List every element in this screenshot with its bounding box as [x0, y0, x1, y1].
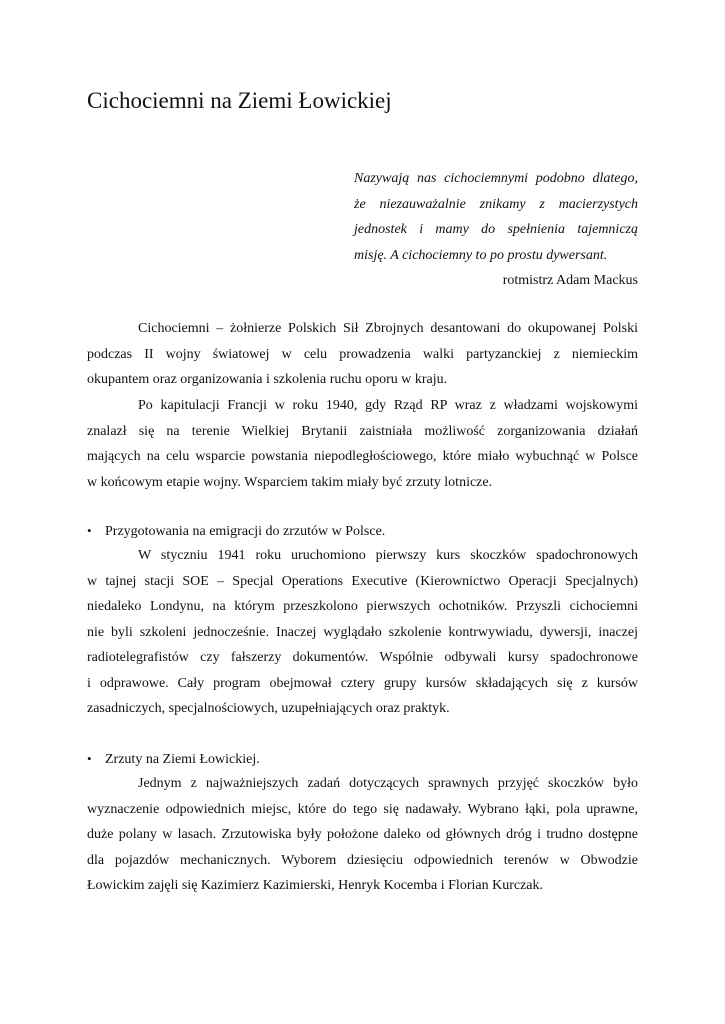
bullet-icon: • — [87, 523, 92, 538]
intro-paragraph-2 — [87, 393, 638, 495]
paragraph-line: wyznaczenie odpowiednich miejsc, które do tego się nadawały. Wybrano łąki, pola uprawne, — [87, 801, 638, 817]
paragraph-line: Cichociemni – żołnierze Polskich Sił Zbrojnych desantowani do okupowanej Polski — [138, 321, 638, 336]
paragraph-line: w końcowym etapie wojny. Wsparciem takim miały być zrzuty lotnicze. — [87, 474, 493, 490]
paragraph-line: Jednym z najważniejszych zadań dotyczących sprawnych przyjęć skoczków było — [138, 776, 638, 791]
paragraph-line: zasadniczych, specjalnościowych, uzupełniających oraz praktyk. — [87, 701, 450, 716]
epigraph-line: że niezauważalnie znikamy z macierzystych — [354, 196, 638, 212]
paragraph-line: znalazł się na terenie Wielkiej Brytanii zaistniała możliwość zorganizowania działań — [87, 423, 638, 439]
page-title: Cichociemni na Ziemi Łowickiej — [87, 88, 392, 113]
paragraph-line: okupantem oraz organizowania i szkolenia ruchu oporu w kraju. — [87, 372, 448, 387]
paragraph-line: radiotelegrafistów czy fałszerzy dokumentów. Wspólnie odbywali kursy spadochronowe — [87, 650, 638, 665]
paragraph-line: nie byli szkoleni jednocześnie. Inaczej wyglądało szkolenie kontrwywiadu, dywersji, inaczej — [87, 624, 638, 640]
epigraph-author: rotmistrz Adam Mackus — [502, 273, 638, 288]
paragraph-line: duże polany w lasach. Zrzutowiska były położone daleko od głównych dróg i trudno dostępne — [87, 827, 638, 842]
paragraph-line: podczas II wojny światowej w celu prowadzenia walki partyzanckiej z niemieckim — [87, 346, 638, 362]
paragraph-line: dla pojazdów mechanicznych. Wyborem dziesięciu odpowiednich terenów w Obwodzie — [87, 852, 638, 868]
epigraph-line: jednostek i mamy do spełnienia tajemniczą — [354, 222, 638, 237]
intro-paragraph-1 — [87, 316, 638, 393]
paragraph-line: i odprawowe. Cały program obejmował cztery grupy kursów składających się z kursów — [87, 675, 638, 691]
section-heading-text: Przygotowania na emigracji do zrzutów w Polsce. — [105, 524, 386, 539]
paragraph-line: Łowickim zajęli się Kazimierz Kazimierski, Henryk Kocemba i Florian Kurczak. — [87, 878, 543, 893]
section-heading-airdrops — [87, 746, 260, 773]
paragraph-line: niedaleko Londynu, na którym przeszkolono pierwszych ochotników. Przyszli cichociemni — [87, 599, 638, 614]
epigraph-line: Nazywają nas cichociemnymi podobno dlatego, — [354, 171, 638, 186]
paragraph-line: Po kapitulacji Francji w roku 1940, gdy Rząd RP wraz z władzami wojskowymi — [138, 398, 638, 413]
paragraph-line: mających na celu wsparcie powstania niepodległościowego, które miało wybuchnąć w Polsce — [87, 449, 638, 464]
section-airdrops-body — [87, 771, 638, 899]
section-heading-text: Zrzuty na Ziemi Łowickiej. — [105, 752, 260, 767]
section-preparations-body — [87, 543, 638, 722]
paragraph-line: w tajnej stacji SOE – Specjal Operations Executive (Kierownictwo Operacji Specjalnych) — [87, 573, 638, 589]
paragraph-line: W styczniu 1941 roku uruchomiono pierwszy kurs skoczków spadochronowych — [138, 548, 638, 563]
epigraph-line: misję. A cichociemny to po prostu dywersant. — [354, 247, 608, 263]
section-heading-preparations — [87, 518, 385, 545]
bullet-icon: • — [87, 751, 92, 766]
epigraph-quote — [354, 166, 638, 268]
